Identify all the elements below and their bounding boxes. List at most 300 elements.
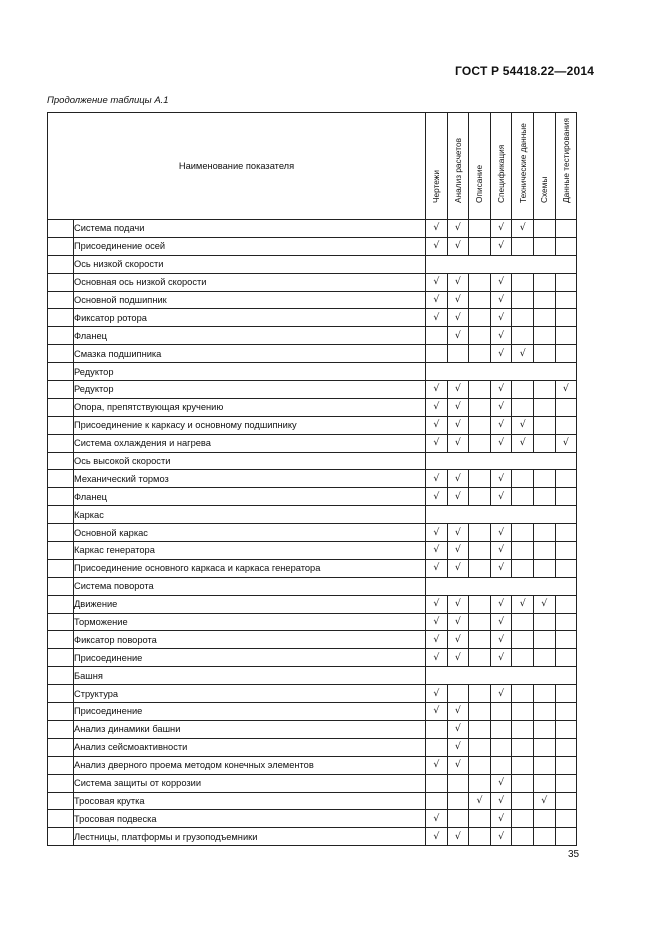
empty-cell: [469, 327, 491, 345]
check-mark-cell: √: [447, 381, 469, 399]
row-label: Ось высокой скорости: [74, 452, 426, 470]
check-mark-cell: √: [447, 488, 469, 506]
empty-cell: [469, 685, 491, 703]
check-mark-cell: √: [447, 273, 469, 291]
check-mark-cell: √: [555, 381, 577, 399]
table-row: [48, 720, 577, 738]
row-label: Система охлаждения и нагрева: [74, 434, 426, 452]
row-indent-cell: [48, 595, 74, 613]
group-row-filler: [426, 363, 577, 381]
row-indent-cell: [48, 452, 74, 470]
check-mark-cell: √: [426, 756, 448, 774]
table-row: [48, 381, 577, 399]
table-row: [48, 309, 577, 327]
check-mark-cell: √: [490, 613, 512, 631]
check-mark-cell: √: [512, 595, 534, 613]
empty-cell: [533, 470, 555, 488]
table-row: [48, 810, 577, 828]
document-id: ГОСТ Р 54418.22—2014: [455, 64, 595, 78]
empty-cell: [555, 327, 577, 345]
table-row: [48, 434, 577, 452]
check-mark-cell: √: [490, 434, 512, 452]
empty-cell: [426, 720, 448, 738]
row-label: Анализ дверного проема методом конечных элементов: [74, 756, 426, 774]
table-body: [48, 220, 577, 846]
check-mark-cell: √: [490, 345, 512, 363]
row-label: Механический тормоз: [74, 470, 426, 488]
empty-cell: [533, 309, 555, 327]
check-mark-cell: √: [426, 559, 448, 577]
check-mark-cell: √: [447, 703, 469, 721]
row-label: Анализ динамики башни: [74, 720, 426, 738]
check-mark-cell: √: [447, 434, 469, 452]
check-mark-cell: √: [490, 810, 512, 828]
empty-cell: [533, 488, 555, 506]
check-mark-cell: √: [490, 470, 512, 488]
row-label: Основной каркас: [74, 524, 426, 542]
empty-cell: [555, 792, 577, 810]
row-indent-cell: [48, 685, 74, 703]
row-label: Присоединение осей: [74, 237, 426, 255]
empty-cell: [469, 542, 491, 560]
check-mark-cell: √: [447, 613, 469, 631]
row-indent-cell: [48, 774, 74, 792]
empty-cell: [512, 649, 534, 667]
check-mark-cell: √: [447, 398, 469, 416]
table-row: [48, 685, 577, 703]
row-indent-cell: [48, 309, 74, 327]
empty-cell: [469, 631, 491, 649]
row-indent-cell: [48, 524, 74, 542]
check-mark-cell: √: [447, 720, 469, 738]
empty-cell: [426, 774, 448, 792]
empty-cell: [533, 649, 555, 667]
row-indent-cell: [48, 488, 74, 506]
check-mark-cell: √: [447, 595, 469, 613]
row-label: Присоединение: [74, 703, 426, 721]
row-indent-cell: [48, 291, 74, 309]
empty-cell: [469, 434, 491, 452]
row-indent-cell: [48, 577, 74, 595]
table-row: [48, 398, 577, 416]
group-row-filler: [426, 255, 577, 273]
empty-cell: [512, 810, 534, 828]
check-mark-cell: √: [447, 649, 469, 667]
check-mark-cell: √: [533, 595, 555, 613]
empty-cell: [555, 345, 577, 363]
empty-cell: [555, 488, 577, 506]
table-row: [48, 273, 577, 291]
empty-cell: [469, 720, 491, 738]
column-header: Анализ расчетов: [447, 113, 469, 220]
table-row: [48, 291, 577, 309]
empty-cell: [533, 685, 555, 703]
check-mark-cell: √: [490, 291, 512, 309]
table-row: [48, 220, 577, 238]
check-mark-cell: √: [490, 559, 512, 577]
empty-cell: [469, 595, 491, 613]
check-mark-cell: √: [490, 631, 512, 649]
row-label: Фиксатор поворота: [74, 631, 426, 649]
empty-cell: [512, 792, 534, 810]
empty-cell: [533, 237, 555, 255]
check-mark-cell: √: [426, 416, 448, 434]
check-mark-cell: √: [490, 220, 512, 238]
empty-cell: [512, 291, 534, 309]
row-indent-cell: [48, 327, 74, 345]
check-mark-cell: √: [490, 416, 512, 434]
empty-cell: [512, 398, 534, 416]
empty-cell: [555, 810, 577, 828]
row-indent-cell: [48, 470, 74, 488]
table-row: [48, 345, 577, 363]
empty-cell: [490, 756, 512, 774]
check-mark-cell: √: [490, 792, 512, 810]
row-label: Опора, препятствующая кручению: [74, 398, 426, 416]
check-mark-cell: √: [426, 613, 448, 631]
row-label: Фиксатор ротора: [74, 309, 426, 327]
empty-cell: [512, 720, 534, 738]
row-label: Основной подшипник: [74, 291, 426, 309]
check-mark-cell: √: [447, 559, 469, 577]
check-mark-cell: √: [490, 237, 512, 255]
empty-cell: [512, 381, 534, 399]
row-label: Присоединение к каркасу и основному подшипнику: [74, 416, 426, 434]
empty-cell: [555, 649, 577, 667]
empty-cell: [512, 273, 534, 291]
check-mark-cell: √: [426, 273, 448, 291]
row-label: Каркас: [74, 506, 426, 524]
row-indent-cell: [48, 559, 74, 577]
check-mark-cell: √: [447, 237, 469, 255]
empty-cell: [533, 327, 555, 345]
check-mark-cell: √: [490, 398, 512, 416]
check-mark-cell: √: [512, 345, 534, 363]
table-row: [48, 703, 577, 721]
check-mark-cell: √: [490, 327, 512, 345]
row-label: Каркас генератора: [74, 542, 426, 560]
empty-cell: [533, 220, 555, 238]
table-group-row: [48, 363, 577, 381]
empty-cell: [469, 559, 491, 577]
empty-cell: [447, 774, 469, 792]
check-mark-cell: √: [512, 434, 534, 452]
empty-cell: [533, 291, 555, 309]
check-mark-cell: √: [447, 738, 469, 756]
empty-cell: [512, 631, 534, 649]
empty-cell: [469, 756, 491, 774]
empty-cell: [533, 613, 555, 631]
check-mark-cell: √: [490, 542, 512, 560]
empty-cell: [469, 649, 491, 667]
empty-cell: [447, 345, 469, 363]
column-header: Спецификация: [490, 113, 512, 220]
check-mark-cell: √: [426, 434, 448, 452]
group-row-filler: [426, 506, 577, 524]
empty-cell: [490, 720, 512, 738]
empty-cell: [469, 273, 491, 291]
empty-cell: [469, 416, 491, 434]
empty-cell: [533, 703, 555, 721]
check-mark-cell: √: [447, 631, 469, 649]
empty-cell: [469, 613, 491, 631]
table-row: [48, 327, 577, 345]
table-group-row: [48, 577, 577, 595]
table-row: [48, 792, 577, 810]
empty-cell: [469, 345, 491, 363]
empty-cell: [469, 291, 491, 309]
check-mark-cell: √: [447, 327, 469, 345]
check-mark-cell: √: [426, 220, 448, 238]
row-indent-cell: [48, 220, 74, 238]
empty-cell: [490, 703, 512, 721]
row-label: Башня: [74, 667, 426, 685]
empty-cell: [533, 434, 555, 452]
empty-cell: [469, 810, 491, 828]
empty-cell: [555, 774, 577, 792]
name-column-header: Наименование показателя: [48, 113, 426, 220]
table-group-row: [48, 452, 577, 470]
row-indent-cell: [48, 703, 74, 721]
table-row: [48, 488, 577, 506]
empty-cell: [555, 470, 577, 488]
empty-cell: [512, 542, 534, 560]
empty-cell: [555, 685, 577, 703]
empty-cell: [426, 792, 448, 810]
group-row-filler: [426, 452, 577, 470]
empty-cell: [512, 237, 534, 255]
row-indent-cell: [48, 631, 74, 649]
table-row: [48, 470, 577, 488]
column-header: Чертежи: [426, 113, 448, 220]
empty-cell: [533, 524, 555, 542]
row-label: Система защиты от коррозии: [74, 774, 426, 792]
check-mark-cell: √: [533, 792, 555, 810]
empty-cell: [512, 828, 534, 846]
check-mark-cell: √: [426, 703, 448, 721]
empty-cell: [555, 524, 577, 542]
check-mark-cell: √: [490, 774, 512, 792]
row-indent-cell: [48, 542, 74, 560]
row-indent-cell: [48, 255, 74, 273]
row-indent-cell: [48, 667, 74, 685]
row-label: Смазка подшипника: [74, 345, 426, 363]
row-indent-cell: [48, 273, 74, 291]
column-header: Данные тестирования: [555, 113, 577, 220]
table-row: [48, 631, 577, 649]
check-mark-cell: √: [490, 381, 512, 399]
row-label: Редуктор: [74, 363, 426, 381]
row-label: Тросовая крутка: [74, 792, 426, 810]
check-mark-cell: √: [426, 631, 448, 649]
check-mark-cell: √: [426, 309, 448, 327]
check-mark-cell: √: [426, 291, 448, 309]
check-mark-cell: √: [490, 595, 512, 613]
row-label: Фланец: [74, 327, 426, 345]
table-group-row: [48, 667, 577, 685]
empty-cell: [533, 345, 555, 363]
column-header: Описание: [469, 113, 491, 220]
check-mark-cell: √: [426, 524, 448, 542]
table-caption: Продолжение таблицы А.1: [47, 95, 169, 106]
table-row: [48, 738, 577, 756]
empty-cell: [555, 291, 577, 309]
check-mark-cell: √: [447, 416, 469, 434]
empty-cell: [490, 738, 512, 756]
check-mark-cell: √: [447, 542, 469, 560]
empty-cell: [533, 416, 555, 434]
row-indent-cell: [48, 237, 74, 255]
empty-cell: [426, 345, 448, 363]
empty-cell: [533, 273, 555, 291]
row-label: Лестницы, платформы и грузоподъемники: [74, 828, 426, 846]
table-header-row: [48, 113, 577, 220]
empty-cell: [533, 381, 555, 399]
empty-cell: [555, 220, 577, 238]
empty-cell: [469, 738, 491, 756]
empty-cell: [512, 327, 534, 345]
check-mark-cell: √: [447, 828, 469, 846]
check-mark-cell: √: [447, 291, 469, 309]
empty-cell: [512, 488, 534, 506]
empty-cell: [533, 398, 555, 416]
empty-cell: [533, 720, 555, 738]
empty-cell: [469, 488, 491, 506]
row-label: Система подачи: [74, 220, 426, 238]
row-indent-cell: [48, 398, 74, 416]
check-mark-cell: √: [490, 273, 512, 291]
check-mark-cell: √: [426, 470, 448, 488]
check-mark-cell: √: [512, 220, 534, 238]
check-mark-cell: √: [490, 309, 512, 327]
table-row: [48, 649, 577, 667]
row-label: Торможение: [74, 613, 426, 631]
table-row: [48, 756, 577, 774]
empty-cell: [469, 470, 491, 488]
row-label: Присоединение: [74, 649, 426, 667]
empty-cell: [533, 810, 555, 828]
row-indent-cell: [48, 381, 74, 399]
indicator-table: [47, 112, 577, 846]
row-label: Ось низкой скорости: [74, 255, 426, 273]
check-mark-cell: √: [490, 685, 512, 703]
row-indent-cell: [48, 345, 74, 363]
check-mark-cell: √: [426, 398, 448, 416]
empty-cell: [555, 542, 577, 560]
empty-cell: [555, 237, 577, 255]
empty-cell: [512, 756, 534, 774]
empty-cell: [426, 327, 448, 345]
check-mark-cell: √: [447, 220, 469, 238]
empty-cell: [512, 774, 534, 792]
check-mark-cell: √: [426, 542, 448, 560]
row-indent-cell: [48, 720, 74, 738]
table-row: [48, 542, 577, 560]
check-mark-cell: √: [512, 416, 534, 434]
row-label: Анализ сейсмоактивности: [74, 738, 426, 756]
empty-cell: [512, 470, 534, 488]
empty-cell: [555, 613, 577, 631]
empty-cell: [469, 774, 491, 792]
row-indent-cell: [48, 416, 74, 434]
row-indent-cell: [48, 828, 74, 846]
empty-cell: [469, 828, 491, 846]
empty-cell: [512, 524, 534, 542]
check-mark-cell: √: [490, 828, 512, 846]
check-mark-cell: √: [469, 792, 491, 810]
empty-cell: [533, 738, 555, 756]
row-label: Система поворота: [74, 577, 426, 595]
row-label: Основная ось низкой скорости: [74, 273, 426, 291]
check-mark-cell: √: [426, 488, 448, 506]
table-row: [48, 595, 577, 613]
empty-cell: [469, 524, 491, 542]
column-header: Схемы: [533, 113, 555, 220]
empty-cell: [512, 559, 534, 577]
empty-cell: [555, 416, 577, 434]
row-indent-cell: [48, 738, 74, 756]
check-mark-cell: √: [426, 595, 448, 613]
empty-cell: [512, 703, 534, 721]
check-mark-cell: √: [490, 488, 512, 506]
table-row: [48, 774, 577, 792]
row-label: Тросовая подвеска: [74, 810, 426, 828]
table-row: [48, 416, 577, 434]
row-indent-cell: [48, 810, 74, 828]
row-label: Фланец: [74, 488, 426, 506]
empty-cell: [512, 613, 534, 631]
table-group-row: [48, 506, 577, 524]
table-row: [48, 613, 577, 631]
empty-cell: [555, 631, 577, 649]
empty-cell: [469, 381, 491, 399]
empty-cell: [469, 398, 491, 416]
empty-cell: [533, 542, 555, 560]
check-mark-cell: √: [447, 524, 469, 542]
check-mark-cell: √: [426, 810, 448, 828]
empty-cell: [533, 756, 555, 774]
empty-cell: [447, 792, 469, 810]
group-row-filler: [426, 577, 577, 595]
check-mark-cell: √: [447, 309, 469, 327]
empty-cell: [512, 309, 534, 327]
check-mark-cell: √: [426, 381, 448, 399]
empty-cell: [447, 810, 469, 828]
empty-cell: [555, 828, 577, 846]
empty-cell: [533, 559, 555, 577]
empty-cell: [555, 720, 577, 738]
empty-cell: [555, 559, 577, 577]
row-label: Присоединение основного каркаса и каркаса генератора: [74, 559, 426, 577]
row-label: Движение: [74, 595, 426, 613]
row-indent-cell: [48, 792, 74, 810]
empty-cell: [469, 220, 491, 238]
table-row: [48, 237, 577, 255]
row-indent-cell: [48, 613, 74, 631]
empty-cell: [533, 774, 555, 792]
empty-cell: [469, 237, 491, 255]
row-indent-cell: [48, 434, 74, 452]
empty-cell: [555, 273, 577, 291]
empty-cell: [555, 738, 577, 756]
check-mark-cell: √: [447, 756, 469, 774]
empty-cell: [426, 738, 448, 756]
empty-cell: [555, 309, 577, 327]
check-mark-cell: √: [426, 685, 448, 703]
check-mark-cell: √: [447, 470, 469, 488]
empty-cell: [469, 309, 491, 327]
row-indent-cell: [48, 363, 74, 381]
